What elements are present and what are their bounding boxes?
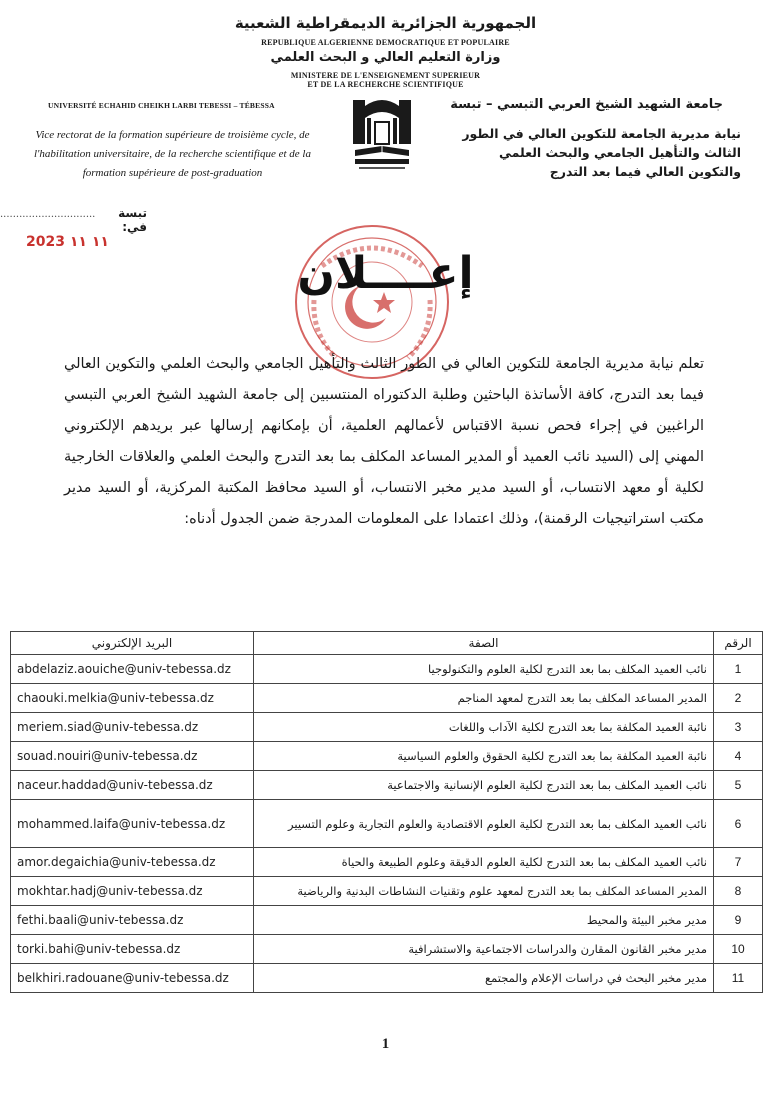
row-role: مدير مخبر البحث في دراسات الإعلام والمجتمع xyxy=(254,964,714,993)
row-number: 3 xyxy=(714,713,763,742)
row-number: 5 xyxy=(714,771,763,800)
row-role: نائب العميد المكلف بما بعد التدرج لكلية العلوم والتكنولوجيا xyxy=(254,655,714,684)
table-row xyxy=(11,771,763,800)
row-role: المدير المساعد المكلف بما بعد التدرج لمعهد علوم وتقنيات النشاطات البدنية والرياضية xyxy=(254,877,714,906)
row-email: meriem.siad@univ-tebessa.dz xyxy=(11,713,254,742)
ministry-title-fr-line1: MINISTERE DE L'ENSEIGNEMENT SUPERIEUR xyxy=(290,71,481,80)
header-email: البريد الإلكتروني xyxy=(11,632,254,655)
row-number: 9 xyxy=(714,906,763,935)
republic-title-ar: الجمهورية الجزائرية الديمقراطية الشعبية xyxy=(234,14,537,32)
place-date-line xyxy=(0,206,147,234)
row-number: 6 xyxy=(714,800,763,848)
row-number: 7 xyxy=(714,848,763,877)
place-date-dots: .............................. xyxy=(0,209,96,220)
table-row xyxy=(11,906,763,935)
row-number: 8 xyxy=(714,877,763,906)
university-logo xyxy=(345,96,419,174)
row-number: 4 xyxy=(714,742,763,771)
row-number: 11 xyxy=(714,964,763,993)
table-row xyxy=(11,848,763,877)
table-row xyxy=(11,935,763,964)
page-number: 1 xyxy=(381,1036,390,1052)
announcement-title: إعــــلان xyxy=(297,248,474,299)
row-email: mohammed.laifa@univ-tebessa.dz xyxy=(11,800,254,848)
row-email: amor.degaichia@univ-tebessa.dz xyxy=(11,848,254,877)
table-row xyxy=(11,684,763,713)
row-email: abdelaziz.aouiche@univ-tebessa.dz xyxy=(11,655,254,684)
row-number: 10 xyxy=(714,935,763,964)
table-row xyxy=(11,713,763,742)
table-row xyxy=(11,877,763,906)
place-date-label: تبسة في: xyxy=(118,206,147,234)
row-email: mokhtar.hadj@univ-tebessa.dz xyxy=(11,877,254,906)
row-role: نائبة العميد المكلفة بما بعد التدرج لكلية الحقوق والعلوم السياسية xyxy=(254,742,714,771)
row-role: نائب العميد المكلف بما بعد التدرج لكلية العلوم الاقتصادية والعلوم التجارية وعلوم التسيير xyxy=(254,800,714,848)
university-logo-graphic xyxy=(345,96,419,174)
row-role: مدير مخبر القانون المقارن والدراسات الاجتماعية والاستشرافية xyxy=(254,935,714,964)
row-email: belkhiri.radouane@univ-tebessa.dz xyxy=(11,964,254,993)
contacts-table xyxy=(10,631,763,993)
row-email: fethi.baali@univ-tebessa.dz xyxy=(11,906,254,935)
ministry-title-ar: وزارة التعليم العالي و البحث العلمي xyxy=(270,50,501,65)
row-role: نائب العميد المكلف بما بعد التدرج لكلية العلوم الإنسانية والاجتماعية xyxy=(254,771,714,800)
row-number: 2 xyxy=(714,684,763,713)
ministry-title-fr-line2: ET DE LA RECHERCHE SCIENTIFIQUE xyxy=(307,80,464,89)
row-role: مدير مخبر البيئة والمحيط xyxy=(254,906,714,935)
table-row xyxy=(11,800,763,848)
row-email: naceur.haddad@univ-tebessa.dz xyxy=(11,771,254,800)
vice-rectorate-ar: نيابة مديرية الجامعة للتكوين العالي في الطور الثالث والتأهيل الجامعي والبحث العلمي والتكوين العالي فيما بعد التدرج xyxy=(462,126,741,179)
vice-rectorate-fr: Vice rectorat de la formation supérieure de troisième cycle, de l'habilitation universitaire, de la recherche scientifique et de la formation supérieure de post-graduation xyxy=(34,129,311,179)
announcement-body: تعلم نيابة مديرية الجامعة للتكوين العالي في الطور الثالث والتأهيل الجامعي والبحث العلمي والتكوين العالي فيما بعد التدرج، كافة الأساتذة الباحثين وطلبة الدكتوراه المنتسبين إلى جامعة الشهيد الشيخ العربي التبسي الراغبين في إجراء فحص نسبة الاقتباس لأعمالهم العلمية، أن بإمكانهم إرسالها عبر بريدهم الإلكتروني المهني إلى (السيد نائب العميد أو المدير المساعد المكلف بما بعد التدرج والبحث العلمي والعلاقات الخارجية لكلية أو معهد الانتساب، أو السيد مدير مخبر الانتساب، أو السيد محافظ المكتبة المركزية، أو السيد مدير مكتب استراتيجيات الرقمنة)، وذلك اعتمادا على المعلومات المدرجة ضمن الجدول أدناه: xyxy=(64,356,704,527)
header-role: الصفة xyxy=(254,632,714,655)
date-stamp: 2023 ١١ ١١ xyxy=(26,234,109,250)
row-role: نائب العميد المكلف بما بعد التدرج لكلية العلوم الدقيقة وعلوم الطبيعة والحياة xyxy=(254,848,714,877)
university-name-ar: جامعة الشهيد الشيخ العربي التبسي – تبسة xyxy=(450,97,723,112)
republic-title-fr: REPUBLIQUE ALGERIENNE DEMOCRATIQUE ET POPULAIRE xyxy=(261,38,510,47)
row-number: 1 xyxy=(714,655,763,684)
table-header-row xyxy=(11,632,763,655)
row-email: souad.nouiri@univ-tebessa.dz xyxy=(11,742,254,771)
university-name-fr: UNIVERSITÉ ECHAHID CHEIKH LARBI TEBESSI – TÉBESSA xyxy=(48,101,275,110)
table-row xyxy=(11,964,763,993)
row-email: chaouki.melkia@univ-tebessa.dz xyxy=(11,684,254,713)
table-row xyxy=(11,742,763,771)
row-role: المدير المساعد المكلف بما بعد التدرج لمعهد المناجم xyxy=(254,684,714,713)
header-number: الرقم xyxy=(714,632,763,655)
row-role: نائبة العميد المكلفة بما بعد التدرج لكلية الآداب واللغات xyxy=(254,713,714,742)
row-email: torki.bahi@univ-tebessa.dz xyxy=(11,935,254,964)
table-row xyxy=(11,655,763,684)
